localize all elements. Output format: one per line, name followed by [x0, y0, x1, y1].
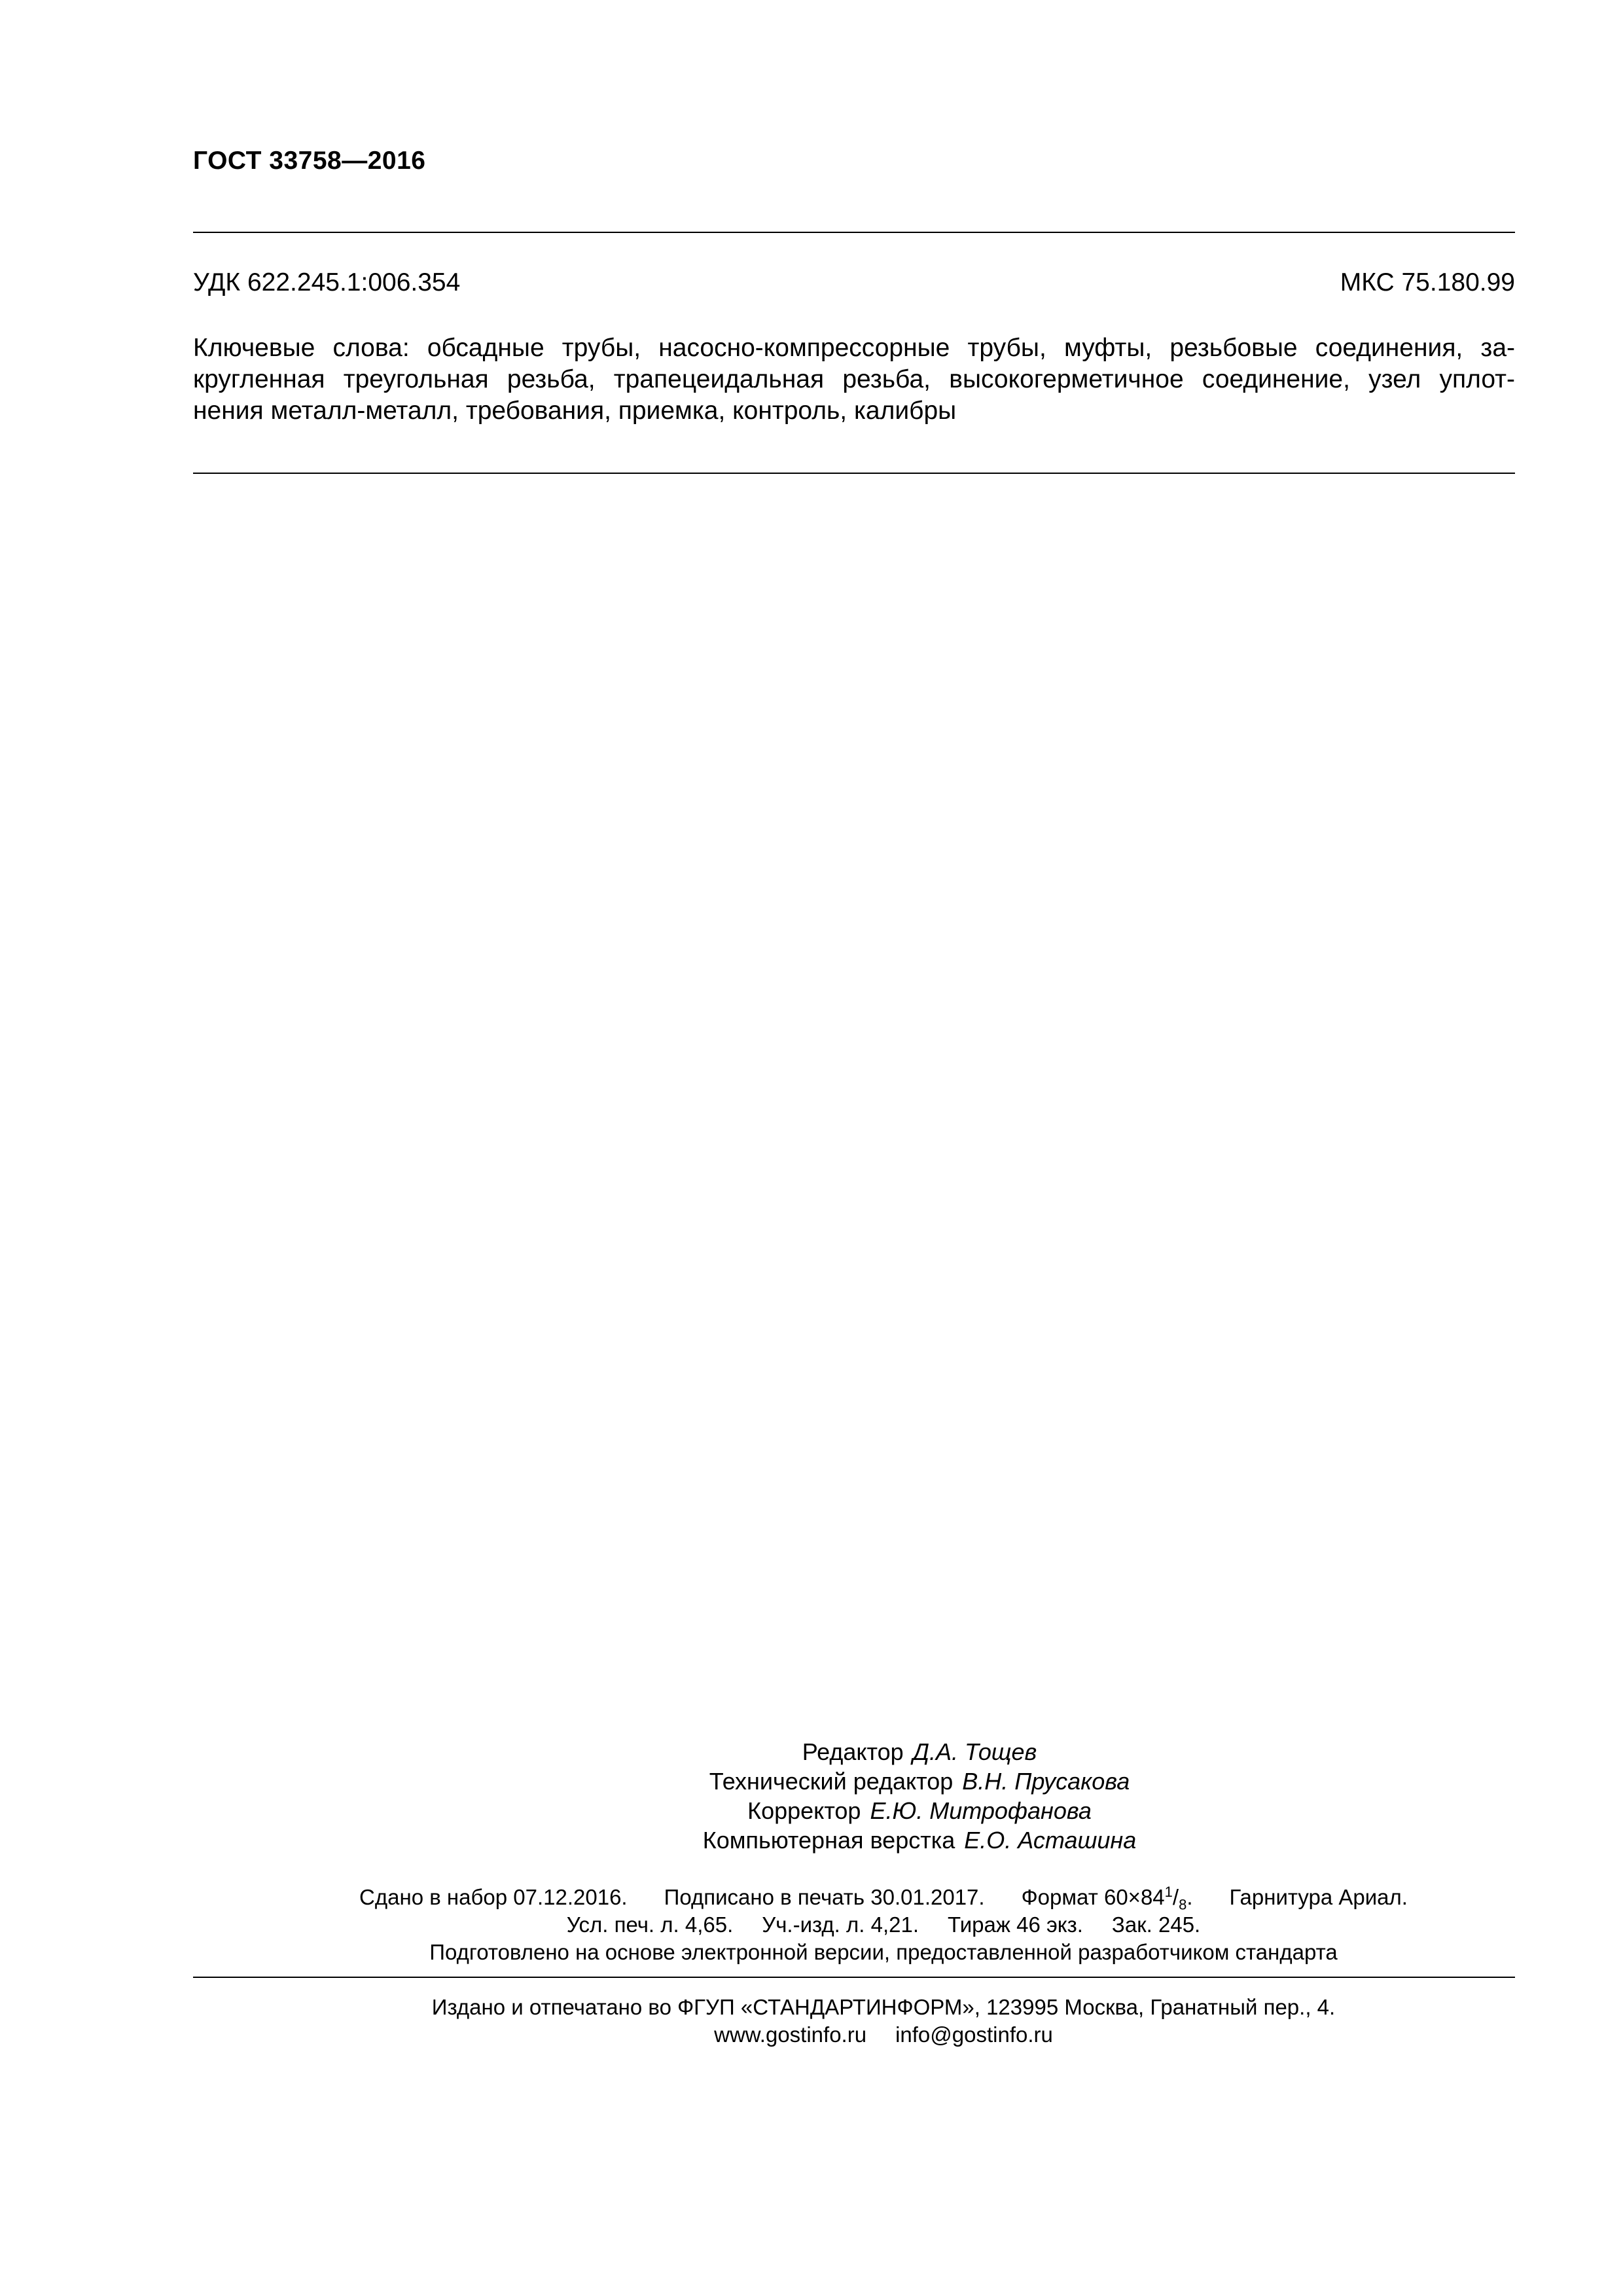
standard-code: ГОСТ 33758—2016 — [193, 147, 426, 175]
staff-role: Редактор — [802, 1738, 904, 1765]
prepared-note: Подготовлено на основе электронной версии, предоставленной разработчиком стандарта — [429, 1940, 1338, 1964]
keywords-line: кругленная треугольная резьба, трапецеидальная резьба, высокогерметичное соединение, узел уплот- — [193, 365, 1515, 393]
staff-name: В.Н. Прусакова — [962, 1768, 1130, 1795]
paper-format: Формат $60\times 84^1/_8$. — [1021, 1884, 1193, 1913]
circulation: Тираж 46 экз. — [948, 1912, 1083, 1937]
staff-name: Е.Ю. Митрофанова — [870, 1797, 1092, 1824]
mks-code: МКС 75.180.99 — [1340, 268, 1515, 296]
staff-name: Е.О. Асташина — [964, 1827, 1137, 1854]
print-imprint — [262, 1884, 1505, 1966]
publisher-website: www.gostinfo.ru — [714, 2022, 867, 2047]
print-sheets: Усл. печ. л. 4,65. — [566, 1912, 734, 1937]
staff-role: Технический редактор — [709, 1768, 954, 1795]
publisher-email: info@gostinfo.ru — [895, 2022, 1053, 2047]
top-divider — [193, 232, 1515, 233]
imprint-line-1 — [262, 1884, 1505, 1911]
staff-proofreader — [484, 1796, 1355, 1825]
publisher-info — [262, 1994, 1505, 2049]
staff-editor — [484, 1737, 1355, 1767]
publisher-contacts — [262, 2021, 1505, 2049]
editorial-staff — [484, 1737, 1355, 1855]
keywords-line: Ключевые слова: обсадные трубы, насосно-компрессорные трубы, муфты, резьбовые соединения, за- — [193, 334, 1515, 362]
typeface: Гарнитура Ариал. — [1229, 1885, 1408, 1909]
keywords-divider — [193, 473, 1515, 474]
publisher-address: Издано и отпечатано во ФГУП «СТАНДАРТИНФОРМ», 123995 Москва, Гранатный пер., 4. — [431, 1995, 1336, 2019]
staff-role: Корректор — [747, 1797, 861, 1824]
imprint-line-2 — [262, 1911, 1505, 1939]
udk-code: УДК 622.245.1:006.354 — [193, 268, 461, 296]
signed-for-print: Подписано в печать 30.01.2017. — [664, 1885, 985, 1909]
order-number: Зак. 245. — [1111, 1912, 1201, 1937]
keywords-line: нения металл-металл, требования, приемка, контроль, калибры — [193, 397, 957, 425]
sent-to-typesetting: Сдано в набор 07.12.2016. — [359, 1885, 628, 1909]
publisher-sheets: Уч.-изд. л. 4,21. — [762, 1912, 919, 1937]
imprint-divider — [193, 1977, 1515, 1978]
staff-role: Компьютерная верстка — [702, 1827, 955, 1854]
staff-tech-editor — [484, 1767, 1355, 1796]
staff-name: Д.А. Тощев — [912, 1738, 1037, 1765]
staff-layout — [484, 1825, 1355, 1855]
keywords-paragraph — [193, 332, 1515, 427]
